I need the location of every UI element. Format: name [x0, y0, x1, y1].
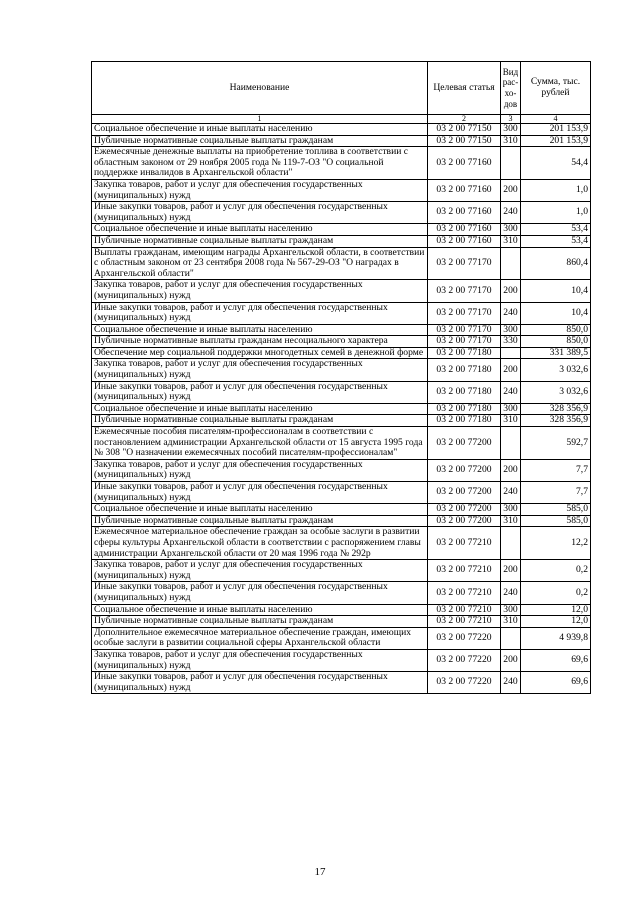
- row-sum: 53,4: [521, 224, 591, 236]
- row-code: 03 2 00 77200: [428, 482, 501, 504]
- table-row: [92, 247, 591, 280]
- row-code: 03 2 00 77170: [428, 302, 501, 324]
- row-sum: 592,7: [521, 427, 591, 460]
- row-sum: 54,4: [521, 147, 591, 180]
- table-row: [92, 336, 591, 348]
- budget-table: [91, 61, 591, 694]
- header-code: Целевая статья: [428, 62, 501, 115]
- row-code: 03 2 00 77170: [428, 247, 501, 280]
- row-name: Обеспечение мер социальной поддержки многодетных семей в денежной форме: [92, 347, 428, 359]
- row-name: Ежемесячные денежные выплаты на приобретение топлива в соответствии с областным законом от 29 ноября 2005 года № 119-7-ОЗ "О социальной поддержке инвалидов в Архангельской области": [92, 147, 428, 180]
- row-name: Закупка товаров, работ и услуг для обеспечения государственных (муниципальных) нужд: [92, 459, 428, 481]
- table-row: [92, 627, 591, 649]
- row-sum: 850,0: [521, 324, 591, 336]
- row-code: 03 2 00 77180: [428, 381, 501, 403]
- row-sum: 585,0: [521, 504, 591, 516]
- row-code: 03 2 00 77180: [428, 359, 501, 381]
- row-name: Публичные нормативные социальные выплаты гражданам: [92, 616, 428, 628]
- row-sum: 850,0: [521, 336, 591, 348]
- row-vid: 330: [501, 336, 521, 348]
- row-vid: 300: [501, 324, 521, 336]
- row-code: 03 2 00 77210: [428, 527, 501, 560]
- row-sum: 585,0: [521, 515, 591, 527]
- row-vid: [501, 147, 521, 180]
- header-name: Наименование: [92, 62, 428, 115]
- row-name: Закупка товаров, работ и услуг для обеспечения государственных (муниципальных) нужд: [92, 359, 428, 381]
- column-number: 3: [501, 115, 521, 124]
- table-row: [92, 415, 591, 427]
- table-row: [92, 224, 591, 236]
- row-vid: 310: [501, 515, 521, 527]
- row-code: 03 2 00 77210: [428, 616, 501, 628]
- page-number: 17: [314, 866, 326, 878]
- row-code: 03 2 00 77180: [428, 403, 501, 415]
- row-sum: 331 389,5: [521, 347, 591, 359]
- table-row: [92, 604, 591, 616]
- row-name: Социальное обеспечение и иные выплаты населению: [92, 224, 428, 236]
- row-sum: 4 939,8: [521, 627, 591, 649]
- row-vid: 200: [501, 560, 521, 582]
- row-sum: 12,0: [521, 616, 591, 628]
- row-sum: 328 356,9: [521, 415, 591, 427]
- table-row: [92, 347, 591, 359]
- row-vid: 300: [501, 504, 521, 516]
- table-row: [92, 135, 591, 147]
- row-sum: 69,6: [521, 672, 591, 694]
- table-row: [92, 672, 591, 694]
- row-code: 03 2 00 77150: [428, 135, 501, 147]
- table-row: [92, 324, 591, 336]
- row-vid: 240: [501, 582, 521, 604]
- table-row: [92, 427, 591, 460]
- row-name: Иные закупки товаров, работ и услуг для обеспечения государственных (муниципальных) нужд: [92, 482, 428, 504]
- row-code: 03 2 00 77180: [428, 347, 501, 359]
- row-vid: 200: [501, 359, 521, 381]
- table-row: [92, 527, 591, 560]
- row-name: Ежемесячные пособия писателям-профессионалам в соответствии с постановлением администрации Архангельской области от 15 августа 1995 года № 308 "О назначении ежемесячных пособий писателям-профессионалам": [92, 427, 428, 460]
- column-number: 4: [521, 115, 591, 124]
- row-sum: 201 153,9: [521, 124, 591, 136]
- table-row: [92, 381, 591, 403]
- header-sum: Сумма, тыс. рублей: [521, 62, 591, 115]
- row-code: 03 2 00 77220: [428, 672, 501, 694]
- row-name: Иные закупки товаров, работ и услуг для обеспечения государственных (муниципальных) нужд: [92, 381, 428, 403]
- row-vid: [501, 527, 521, 560]
- table-row: [92, 235, 591, 247]
- row-name: Иные закупки товаров, работ и услуг для обеспечения государственных (муниципальных) нужд: [92, 672, 428, 694]
- row-code: 03 2 00 77170: [428, 336, 501, 348]
- row-sum: 3 032,6: [521, 359, 591, 381]
- row-name: Закупка товаров, работ и услуг для обеспечения государственных (муниципальных) нужд: [92, 560, 428, 582]
- table-row: [92, 582, 591, 604]
- row-vid: 240: [501, 381, 521, 403]
- table-row: [92, 560, 591, 582]
- row-vid: 240: [501, 302, 521, 324]
- row-name: Иные закупки товаров, работ и услуг для обеспечения государственных (муниципальных) нужд: [92, 582, 428, 604]
- row-code: 03 2 00 77210: [428, 560, 501, 582]
- row-code: 03 2 00 77200: [428, 459, 501, 481]
- table-row: [92, 147, 591, 180]
- row-name: Выплаты гражданам, имеющим награды Архангельской области, в соответствии с областным законом от 23 сентября 2008 года № 567-29-ОЗ "О наградах в Архангельской области": [92, 247, 428, 280]
- row-vid: 310: [501, 235, 521, 247]
- row-name: Публичные нормативные выплаты гражданам несоциального характера: [92, 336, 428, 348]
- row-name: Ежемесячное материальное обеспечение граждан за особые заслуги в развитии сферы культуры Архангельской области в соответствии с распоряжением главы администрации Архангельской области от 20 мая 1996 года № 292р: [92, 527, 428, 560]
- row-code: 03 2 00 77150: [428, 124, 501, 136]
- row-vid: [501, 627, 521, 649]
- row-sum: 3 032,6: [521, 381, 591, 403]
- row-code: 03 2 00 77200: [428, 515, 501, 527]
- row-name: Закупка товаров, работ и услуг для обеспечения государственных (муниципальных) нужд: [92, 280, 428, 302]
- row-sum: 7,7: [521, 459, 591, 481]
- column-number: 2: [428, 115, 501, 124]
- row-name: Дополнительное ежемесячное материальное обеспечение граждан, имеющих особые заслуги в развитии социальной сферы Архангельской области: [92, 627, 428, 649]
- row-sum: 12,0: [521, 604, 591, 616]
- row-name: Социальное обеспечение и иные выплаты населению: [92, 504, 428, 516]
- row-code: 03 2 00 77170: [428, 324, 501, 336]
- table-row: [92, 202, 591, 224]
- row-vid: 240: [501, 482, 521, 504]
- row-vid: 240: [501, 202, 521, 224]
- row-sum: 12,2: [521, 527, 591, 560]
- row-sum: 10,4: [521, 280, 591, 302]
- table-body: [92, 124, 591, 694]
- row-name: Иные закупки товаров, работ и услуг для обеспечения государственных (муниципальных) нужд: [92, 202, 428, 224]
- row-name: Социальное обеспечение и иные выплаты населению: [92, 124, 428, 136]
- row-vid: 300: [501, 403, 521, 415]
- row-vid: 240: [501, 672, 521, 694]
- row-vid: 300: [501, 224, 521, 236]
- row-vid: 300: [501, 124, 521, 136]
- table-row: [92, 515, 591, 527]
- row-vid: 300: [501, 604, 521, 616]
- row-vid: 310: [501, 616, 521, 628]
- row-vid: 200: [501, 280, 521, 302]
- table-row: [92, 302, 591, 324]
- row-name: Иные закупки товаров, работ и услуг для обеспечения государственных (муниципальных) нужд: [92, 302, 428, 324]
- row-name: Социальное обеспечение и иные выплаты населению: [92, 403, 428, 415]
- row-code: 03 2 00 77220: [428, 649, 501, 671]
- row-vid: 200: [501, 649, 521, 671]
- row-sum: 53,4: [521, 235, 591, 247]
- row-code: 03 2 00 77220: [428, 627, 501, 649]
- row-name: Публичные нормативные социальные выплаты гражданам: [92, 135, 428, 147]
- row-vid: [501, 347, 521, 359]
- row-code: 03 2 00 77160: [428, 202, 501, 224]
- row-code: 03 2 00 77170: [428, 280, 501, 302]
- row-name: Закупка товаров, работ и услуг для обеспечения государственных (муниципальных) нужд: [92, 179, 428, 201]
- row-sum: 10,4: [521, 302, 591, 324]
- row-sum: 69,6: [521, 649, 591, 671]
- row-vid: 310: [501, 135, 521, 147]
- row-name: Закупка товаров, работ и услуг для обеспечения государственных (муниципальных) нужд: [92, 649, 428, 671]
- table-row: [92, 616, 591, 628]
- row-sum: 201 153,9: [521, 135, 591, 147]
- table-row: [92, 403, 591, 415]
- row-vid: 200: [501, 179, 521, 201]
- header-vid: Вид рас-хо-дов: [501, 62, 521, 115]
- table-row: [92, 179, 591, 201]
- table-row: [92, 359, 591, 381]
- table-row: [92, 649, 591, 671]
- column-number: 1: [92, 115, 428, 124]
- row-code: 03 2 00 77210: [428, 582, 501, 604]
- row-name: Публичные нормативные социальные выплаты гражданам: [92, 515, 428, 527]
- row-sum: 1,0: [521, 202, 591, 224]
- row-name: Публичные нормативные социальные выплаты гражданам: [92, 235, 428, 247]
- row-sum: 860,4: [521, 247, 591, 280]
- table-row: [92, 124, 591, 136]
- row-name: Социальное обеспечение и иные выплаты населению: [92, 604, 428, 616]
- row-sum: 0,2: [521, 560, 591, 582]
- table-row: [92, 504, 591, 516]
- row-name: Публичные нормативные социальные выплаты гражданам: [92, 415, 428, 427]
- row-code: 03 2 00 77210: [428, 604, 501, 616]
- row-vid: [501, 247, 521, 280]
- row-code: 03 2 00 77160: [428, 235, 501, 247]
- row-code: 03 2 00 77200: [428, 504, 501, 516]
- table-row: [92, 280, 591, 302]
- row-vid: 200: [501, 459, 521, 481]
- row-vid: 310: [501, 415, 521, 427]
- row-code: 03 2 00 77180: [428, 415, 501, 427]
- table-header-row: [92, 62, 591, 115]
- table-row: [92, 459, 591, 481]
- row-name: Социальное обеспечение и иные выплаты населению: [92, 324, 428, 336]
- table-row: [92, 482, 591, 504]
- row-sum: 1,0: [521, 179, 591, 201]
- row-code: 03 2 00 77160: [428, 179, 501, 201]
- row-sum: 328 356,9: [521, 403, 591, 415]
- row-code: 03 2 00 77160: [428, 224, 501, 236]
- row-sum: 7,7: [521, 482, 591, 504]
- row-code: 03 2 00 77200: [428, 427, 501, 460]
- row-code: 03 2 00 77160: [428, 147, 501, 180]
- row-sum: 0,2: [521, 582, 591, 604]
- row-vid: [501, 427, 521, 460]
